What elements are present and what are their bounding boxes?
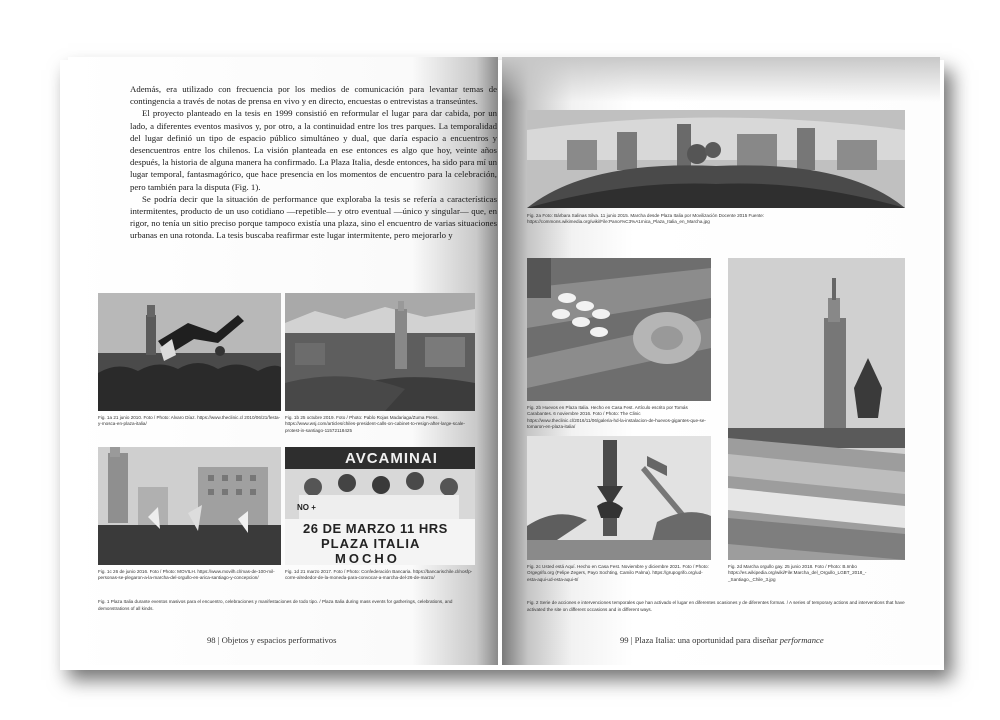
- right-footer: 99 | Plaza Italia: una oportunidad para diseñar performance: [620, 635, 824, 645]
- photo-fig-2a: [527, 110, 905, 208]
- left-footer: 98 | Objetos y espacios performativos: [207, 635, 337, 645]
- photo-fig-2d: [728, 258, 905, 560]
- photo-fig-1d: [285, 447, 475, 565]
- paragraph-1: Además, era utilizado con frecuencia por los medios de comunicación para levantar temas de contingencia a través de notas de prensa en vivo y en directo, encuestas o entrevistas a transeúntes.: [130, 84, 497, 107]
- photo-fig-1c: [98, 447, 281, 565]
- photo-fig-2c: [527, 436, 711, 560]
- sign-no-plus: NO +: [297, 503, 316, 512]
- sign-line-1: 26 DE MARZO 11 HRS: [303, 521, 448, 536]
- page-number: 98: [207, 635, 216, 645]
- page-number: 99: [620, 635, 629, 645]
- sign-line-3: MOCHO: [335, 551, 400, 565]
- banner-text: AVCAMINAI: [345, 450, 438, 467]
- figure-1-caption: Fig. 1 Plaza Italia durante eventos masivos para el encuentro, celebraciones y manifestaciones de todo tipo. / Plaza Italia during mass events for gatherings, celebrations, and demonstrations of all kinds.: [98, 599, 453, 611]
- caption-fig-2d: Fig. 2d Marcha orgullo gay. 25 junio 2018. Foto / Photo: B.Imbo https://es.wikipedia.org/wiki/File:Marcha_del_Orgullo_LGBT_2018_-_Santiago,_Chile_3.jpg: [728, 564, 867, 582]
- caption-fig-2b: Fig. 2b Huevos en Plaza Italia. Hecho en Casa Fest. Artículo escrito por Tomás Carabantes. 6 noviembre 2016. Foto / Photo: The Clinic https://www.theclinic.cl/2016/11/06/galeria-hd-la-instalacion-de-huevos-gigantes-que-se-tomaron-en-plaza-italia/: [527, 405, 706, 429]
- caption-fig-1d: Fig. 1d 21 marzo 2017. Foto / Photo: Confederación Bancaria. https://bancarischile.cl/nosfp-corre-alrededor-de-la-moneda-para-convocar-a-marcha-del-26-de-marzo/: [285, 569, 473, 581]
- caption-fig-2c: Fig. 2c Usted está Aquí. Hecho en Casa Fest. Noviembre y diciembre 2021. Foto / Photo: Orgegrifo.org (Felipe Zegers, Payo Sochting, Camilo Palma). https://grupogrifo.org/ud-esta-aqui-ud-esta-aqui-6/: [527, 564, 709, 582]
- right-page: [502, 57, 940, 665]
- left-page: [68, 57, 498, 665]
- photo-fig-1b: [285, 293, 475, 411]
- caption-fig-1b: Fig. 1b 25 octubre 2019. Foto / Photo: Pablo Rojas Madariaga/Zuma Press. https://www.wsj.com/articles/chiles-president-calls-on-cabinet-to-resign-after-large-scale-protest-in-santiago-11572118425: [285, 415, 465, 433]
- caption-fig-1a: Fig. 1a 21 junio 2010. Foto / Photo: Alvaro Díaz. https://www.theclinic.cl 2010/06/21/festa-y-mosca-en-plaza-italia/: [98, 415, 281, 427]
- photo-fig-2b: [527, 258, 711, 401]
- running-title: Objetos y espacios performativos: [221, 635, 337, 645]
- left-body-text: [130, 83, 497, 242]
- caption-fig-1c: Fig. 1c 26 de junio 2016. Foto / Photo: MOVILH. https://www.movilh.cl/mas-de-100-mil-personas-se-plegaron-a-la-marcha-del-orgullo-en-arica-santiago-y-concepcion/: [98, 569, 275, 581]
- photo-fig-1a: [98, 293, 281, 411]
- paragraph-3: Se podría decir que la situación de performance que exploraba la tesis se refería a características intermitentes, producto de un uso cotidiano —repetible— y otro eventual —único y singular— que, en rigor, no tenía un sitio preciso porque tampoco existía una plaza, sino el encuentro de varias situaciones urbanas en una rotonda. La tesis buscaba reafirmar este lugar intermitente, pero mejorarlo y: [130, 193, 497, 241]
- caption-fig-2a: Fig. 2a Foto: Bárbara Salinas Silva. 11 junio 2015. Marcha desde Plaza Italia por Movilización Docente 2015 Fuente: https://commons.wikimedia.org/wiki/File:Panor%C3%A1mica_Plaza_Italia_en_Marcha.jpg: [527, 213, 765, 225]
- figure-2-caption: Fig. 2 Serie de acciones e intervenciones temporales que han activado el lugar en diferentes ocasiones y de diferentes formas. / A series of temporary actions and interventions that have activated the site on different occasions and in different ways.: [527, 600, 905, 612]
- paragraph-2: El proyecto planteado en la tesis en 1999 consistió en reformular el lugar para dar cabida, por un lado, a diferentes eventos masivos y, por otro, a la continuidad entre los tres parques. La temporalidad del lugar definió un tipo de espacio público simultáneo y dual, que daría espacio a encuentros y desencuentros entre los chilenos. La visión planteada en ese entonces es algo que hoy, veinte años después, la historia de alguna manera ha confirmado. La Plaza Italia, desde entonces, ha sido para mí un lugar temporal, fantasmagórico, que hace presencia en los momentos de encuentro para la celebración, pero también para la disputa (Fig. 1).: [130, 108, 497, 192]
- running-title: Plaza Italia: una oportunidad para diseñar: [634, 635, 778, 645]
- page-shade: [502, 57, 940, 102]
- sign-line-2: PLAZA ITALIA: [321, 536, 421, 551]
- running-title-emphasis: performance: [779, 635, 824, 645]
